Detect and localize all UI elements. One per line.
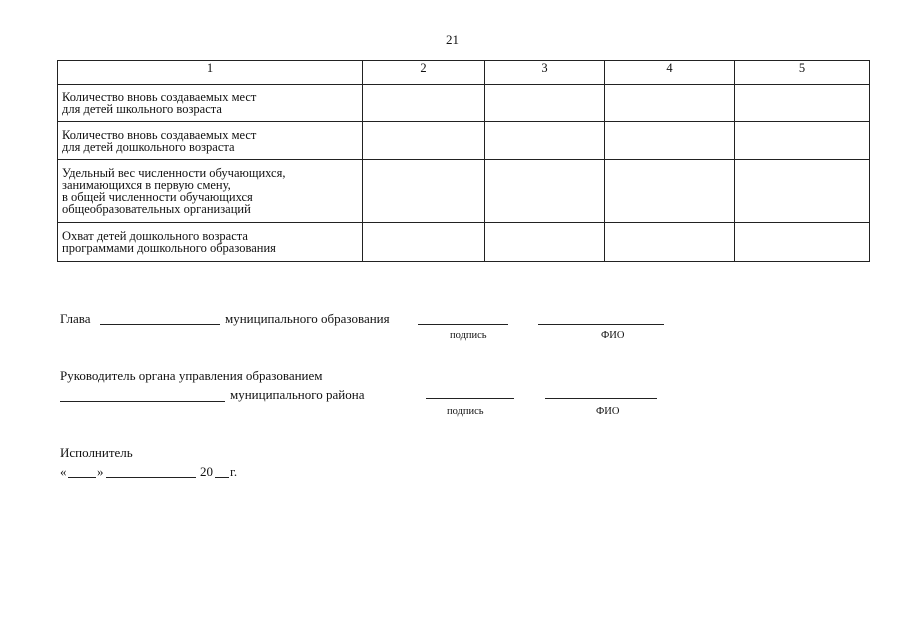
head-name-line[interactable] [100,324,220,325]
row-label-line: для детей дошкольного возраста [62,139,235,154]
table-cell[interactable] [363,160,485,223]
table-cell[interactable] [485,122,605,160]
column-header-4: 4 [605,61,735,85]
row-label-preschool-coverage [58,223,363,262]
date-day-line[interactable] [68,477,96,478]
table-cell[interactable] [735,160,870,223]
table-cell[interactable] [363,122,485,160]
row-label-line: общеобразовательных организаций [62,202,251,216]
row-label-line: Количество вновь создаваемых мест [62,90,257,104]
table-cell[interactable] [605,160,735,223]
row-label-preschool-places [58,122,363,160]
table-row-school-places [58,85,870,122]
page-number: 21 [446,32,459,47]
table-cell[interactable] [605,223,735,262]
executor-label: Исполнитель [60,445,133,460]
row-label-line: Количество вновь создаваемых мест [62,127,257,142]
municipal-district-label: муниципального района [230,387,365,402]
manager-fio-line[interactable] [545,398,657,399]
manager-signature-line[interactable] [426,398,514,399]
date-open-quote: « [60,464,67,479]
date-year-prefix: 20 [200,464,213,479]
table-cell[interactable] [485,85,605,122]
table-cell[interactable] [363,223,485,262]
column-header-2: 2 [363,61,485,85]
table-cell[interactable] [605,85,735,122]
table-cell[interactable] [735,223,870,262]
manager-signature-caption: подпись [447,406,484,417]
row-label-line: программами дошкольного образования [62,241,276,255]
column-header-3: 3 [485,61,605,85]
head-signature-caption: подпись [450,330,487,341]
date-close-quote: » [97,464,104,479]
row-label-school-places [58,85,363,122]
date-year-suffix: г. [230,464,238,479]
table-cell[interactable] [485,160,605,223]
table-row-preschool-places [58,122,870,160]
table-cell[interactable] [363,85,485,122]
table-cell[interactable] [605,122,735,160]
manager-label: Руководитель органа управления образованием [60,368,323,383]
column-header-1: 1 [58,61,363,85]
row-label-first-shift-share [58,160,363,223]
table-cell[interactable] [735,85,870,122]
table-row-first-shift-share [58,160,870,223]
manager-fio-caption: ФИО [596,406,620,417]
table-cell[interactable] [735,122,870,160]
date-year-line[interactable] [215,477,229,478]
row-label-line: Удельный вес численности обучающихся, [62,166,286,180]
district-name-line[interactable] [60,401,225,402]
report-table [57,60,870,262]
head-fio-caption: ФИО [601,330,625,341]
head-signature-line[interactable] [418,324,508,325]
row-label-line: Охват детей дошкольного возраста [62,229,248,243]
table-row-preschool-coverage [58,223,870,262]
date-month-line[interactable] [106,477,196,478]
table-header-row [58,61,870,85]
row-label-line: в общей численности обучающихся [62,190,253,204]
municipal-formation-label: муниципального образования [225,311,390,326]
head-label: Глава [60,311,91,326]
row-label-line: для детей школьного возраста [62,102,222,116]
table-cell[interactable] [485,223,605,262]
column-header-5: 5 [735,61,870,85]
row-label-line: занимающихся в первую смену, [62,178,231,192]
head-fio-line[interactable] [538,324,664,325]
